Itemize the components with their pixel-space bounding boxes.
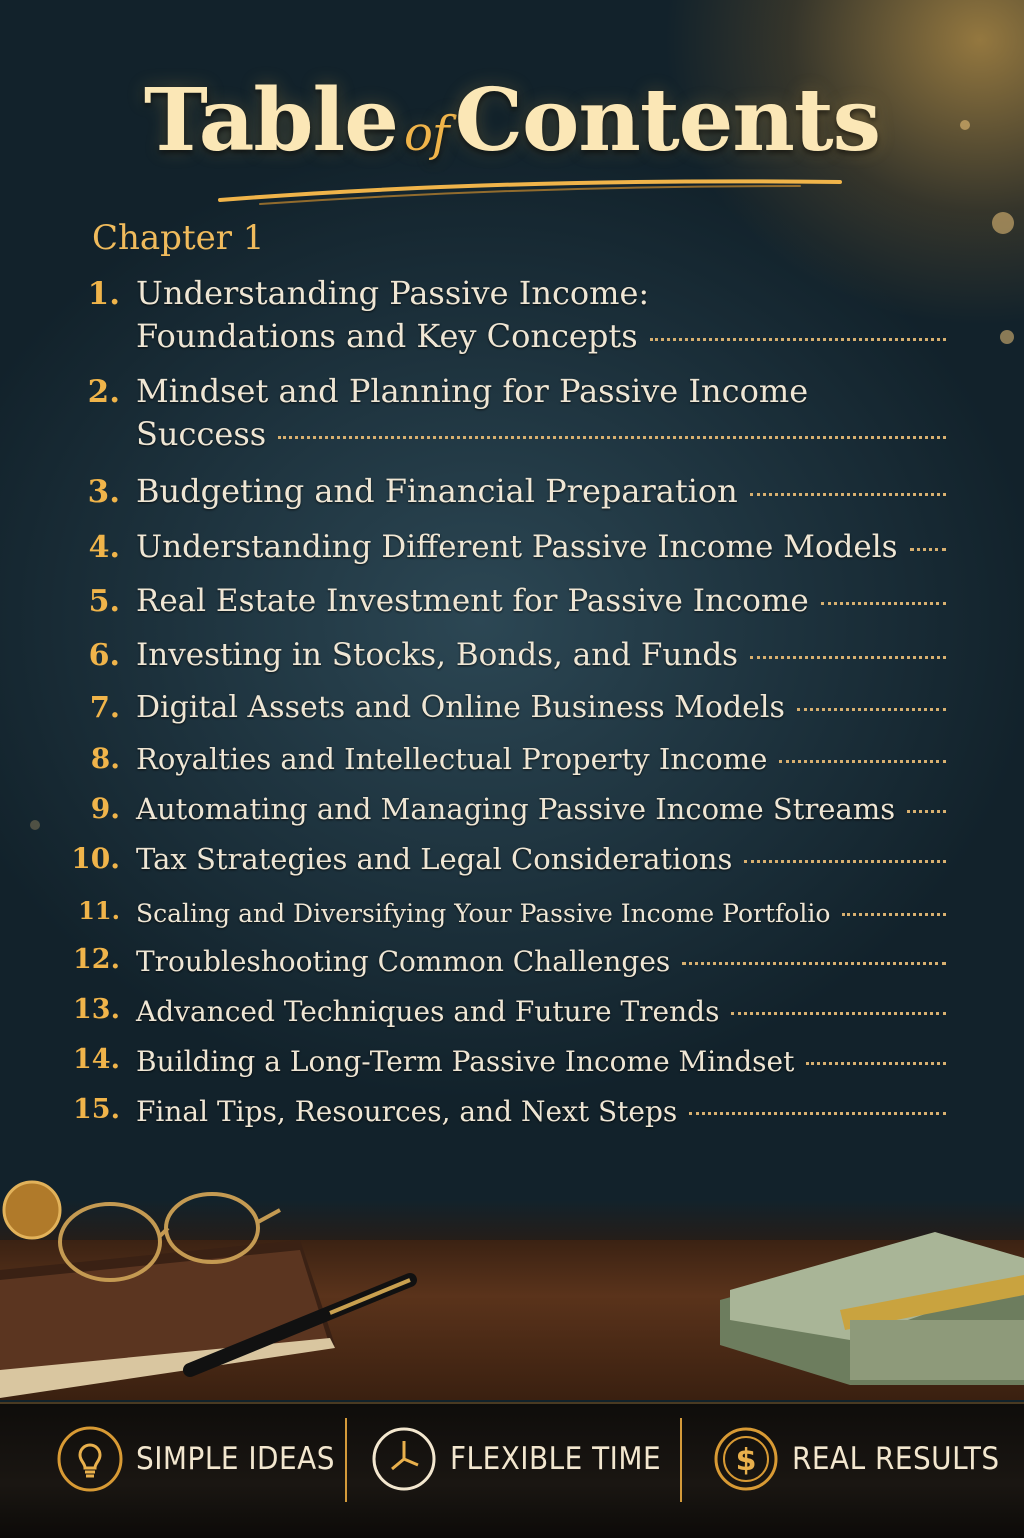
toc-entry-number: 11. (78, 896, 120, 925)
dot-leader (797, 707, 946, 711)
dot-leader (779, 759, 946, 763)
toc-entry-line: Final Tips, Resources, and Next Steps (136, 1095, 678, 1128)
dot-leader (650, 337, 946, 341)
toc-entry-text (136, 1090, 946, 1133)
toc-entry-line: Mindset and Planning for Passive Income (136, 372, 809, 410)
toc-entry-line: Understanding Different Passive Income Models (136, 529, 898, 565)
divider (680, 1418, 682, 1502)
toc-entry-text (136, 738, 946, 781)
money-stack-icon (720, 1232, 1024, 1385)
dot-leader (907, 809, 946, 813)
dot-leader (731, 1011, 946, 1015)
toc-entry-number: 14. (73, 1044, 120, 1075)
toc-entry-line: Automating and Managing Passive Income Streams (136, 792, 896, 826)
title-word-of: of (403, 106, 449, 162)
toc-entry-number: 9. (90, 792, 120, 825)
toc-entry-number: 15. (73, 1094, 120, 1125)
chapter-heading: Chapter 1 (92, 218, 265, 258)
toc-entry-number: 6. (88, 638, 120, 673)
feature-label: FLEXIBLE TIME (450, 1441, 662, 1477)
feature-simple-ideas (56, 1424, 335, 1494)
toc-entry-line: Budgeting and Financial Preparation (136, 472, 738, 510)
dot-leader (750, 492, 946, 496)
toc-entry-number: 4. (88, 530, 120, 565)
toc-entry-text (136, 940, 946, 983)
toc-entry-text (136, 788, 946, 831)
toc-entry-number: 2. (87, 374, 120, 410)
dot-leader (689, 1111, 946, 1115)
toc-entry-text (136, 634, 946, 677)
gold-ornament-icon (4, 1182, 60, 1238)
feature-flexible-time (370, 1424, 661, 1494)
feature-label: REAL RESULTS (792, 1441, 1000, 1477)
toc-entry-text (136, 990, 946, 1033)
toc-entry-text (136, 580, 946, 623)
dot-leader (806, 1061, 946, 1065)
lightbulb-icon (56, 1425, 124, 1493)
feature-real-results (712, 1424, 1000, 1494)
toc-entry-line: Tax Strategies and Legal Considerations (136, 842, 733, 876)
toc-entry-text (136, 370, 946, 456)
toc-entry-number: 13. (73, 994, 120, 1025)
toc-entry-line: Advanced Techniques and Future Trends (136, 995, 720, 1028)
toc-entry-text (136, 838, 946, 881)
dot-leader (821, 601, 946, 605)
toc-entry-line: Scaling and Diversifying Your Passive Income Portfolio (136, 899, 831, 928)
toc-entry-text (136, 272, 946, 358)
toc-entry-number: 7. (89, 690, 120, 724)
toc-entry-text (136, 686, 946, 729)
dot-leader (910, 547, 946, 551)
toc-entry-text (136, 470, 946, 513)
toc-entry-text (136, 892, 946, 935)
dot-leader (750, 655, 946, 659)
toc-entry-text (136, 526, 946, 569)
book-icon (0, 1240, 335, 1398)
toc-entry-text (136, 1040, 946, 1083)
toc-entry-line: Real Estate Investment for Passive Income (136, 583, 809, 619)
title-word-contents: Contents (454, 70, 881, 171)
toc-entry-number: 5. (88, 584, 120, 619)
toc-entry-line: Investing in Stocks, Bonds, and Funds (136, 637, 739, 673)
divider (345, 1418, 347, 1502)
toc-entry-line: Troubleshooting Common Challenges (136, 945, 671, 978)
toc-entry-line: Royalties and Intellectual Property Income (136, 742, 768, 776)
dot-leader (278, 435, 946, 439)
dot-leader (744, 859, 946, 863)
dot-leader (842, 912, 946, 916)
desk-scene-illustration (0, 1170, 1024, 1405)
toc-entry-line: Digital Assets and Online Business Models (136, 690, 785, 725)
dollar-coin-icon (712, 1425, 780, 1493)
title-word-table: Table (143, 70, 398, 171)
toc-entry-line: Understanding Passive Income: (136, 274, 650, 312)
toc-entry-number: 3. (87, 474, 120, 510)
svg-text:$: $ (735, 1443, 757, 1478)
toc-entry-line: Foundations and Key Concepts (136, 317, 638, 355)
toc-entry-line: Success (136, 415, 267, 453)
toc-entry-line: Building a Long-Term Passive Income Mindset (136, 1045, 795, 1078)
clock-icon (370, 1425, 438, 1493)
dot-leader (682, 961, 946, 965)
toc-entry-number: 1. (87, 276, 120, 312)
toc-entry-number: 10. (71, 842, 120, 875)
toc-entry-number: 12. (73, 944, 120, 975)
feature-label: SIMPLE IDEAS (136, 1441, 335, 1477)
toc-entry-number: 8. (90, 742, 120, 775)
